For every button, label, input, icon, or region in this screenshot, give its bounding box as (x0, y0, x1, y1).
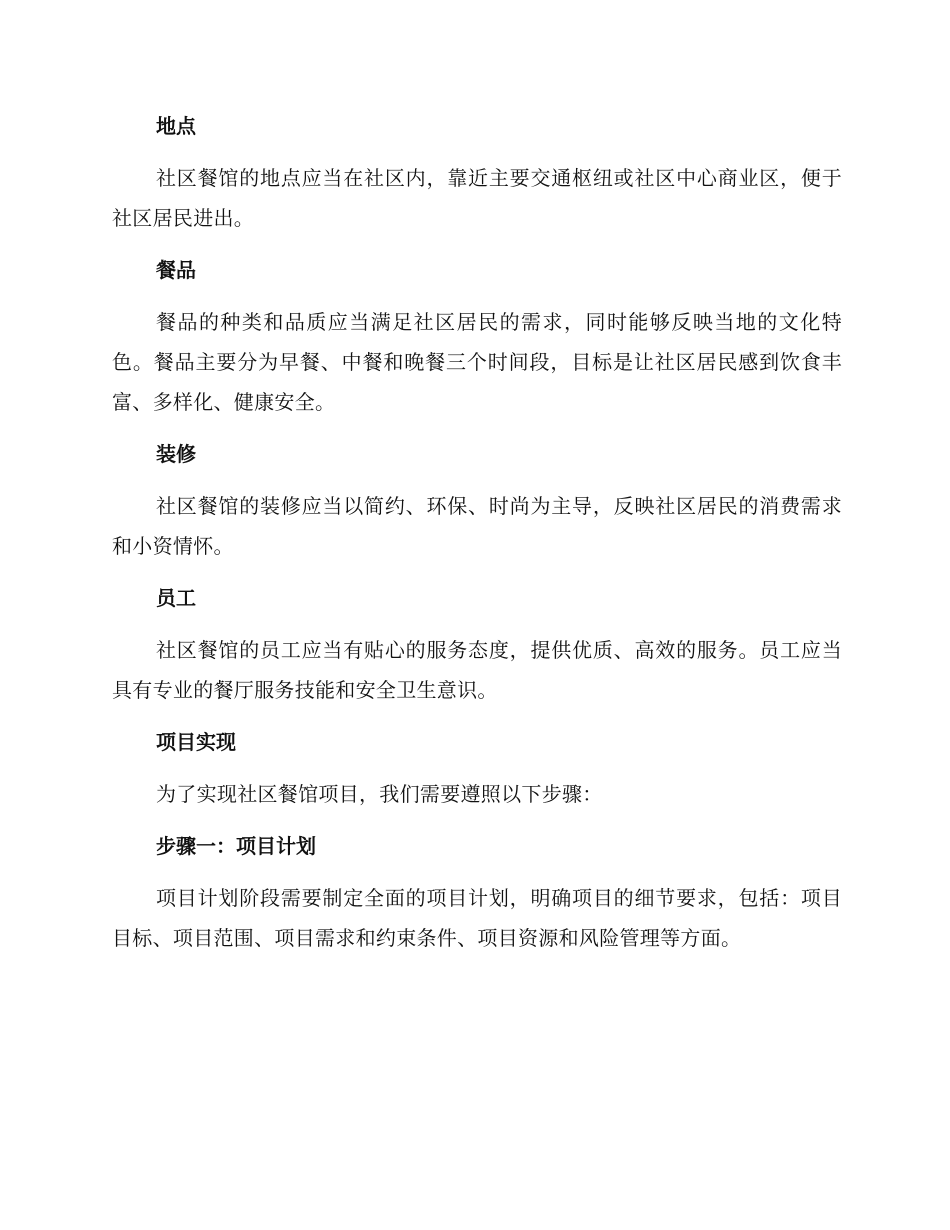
section-paragraph: 项目计划阶段需要制定全面的项目计划，明确项目的细节要求，包括：项目目标、项目范围、项目需求和约束条件、项目资源和风险管理等方面。 (112, 886, 842, 950)
section-paragraph: 社区餐馆的地点应当在社区内，靠近主要交通枢纽或社区中心商业区，便于社区居民进出。 (112, 166, 842, 230)
section-project-implementation (112, 724, 842, 814)
section-step-one (112, 828, 842, 958)
section-heading: 员工 (156, 586, 196, 610)
section-heading: 装修 (156, 442, 196, 466)
section-food (112, 252, 842, 422)
section-heading: 地点 (156, 114, 196, 138)
section-staff (112, 580, 842, 710)
section-decoration (112, 436, 842, 566)
section-heading: 步骤一：项目计划 (156, 834, 316, 858)
section-paragraph: 餐品的种类和品质应当满足社区居民的需求，同时能够反映当地的文化特色。餐品主要分为早餐、中餐和晚餐三个时间段，目标是让社区居民感到饮食丰富、多样化、健康安全。 (112, 310, 842, 414)
section-paragraph: 为了实现社区餐馆项目，我们需要遵照以下步骤： (156, 782, 603, 806)
section-paragraph: 社区餐馆的装修应当以简约、环保、时尚为主导，反映社区居民的消费需求和小资情怀。 (112, 494, 842, 558)
section-paragraph: 社区餐馆的员工应当有贴心的服务态度，提供优质、高效的服务。员工应当具有专业的餐厅服务技能和安全卫生意识。 (112, 638, 842, 702)
section-heading: 项目实现 (156, 730, 236, 754)
section-heading: 餐品 (156, 258, 196, 282)
section-location (112, 108, 842, 238)
document-page (112, 108, 842, 972)
